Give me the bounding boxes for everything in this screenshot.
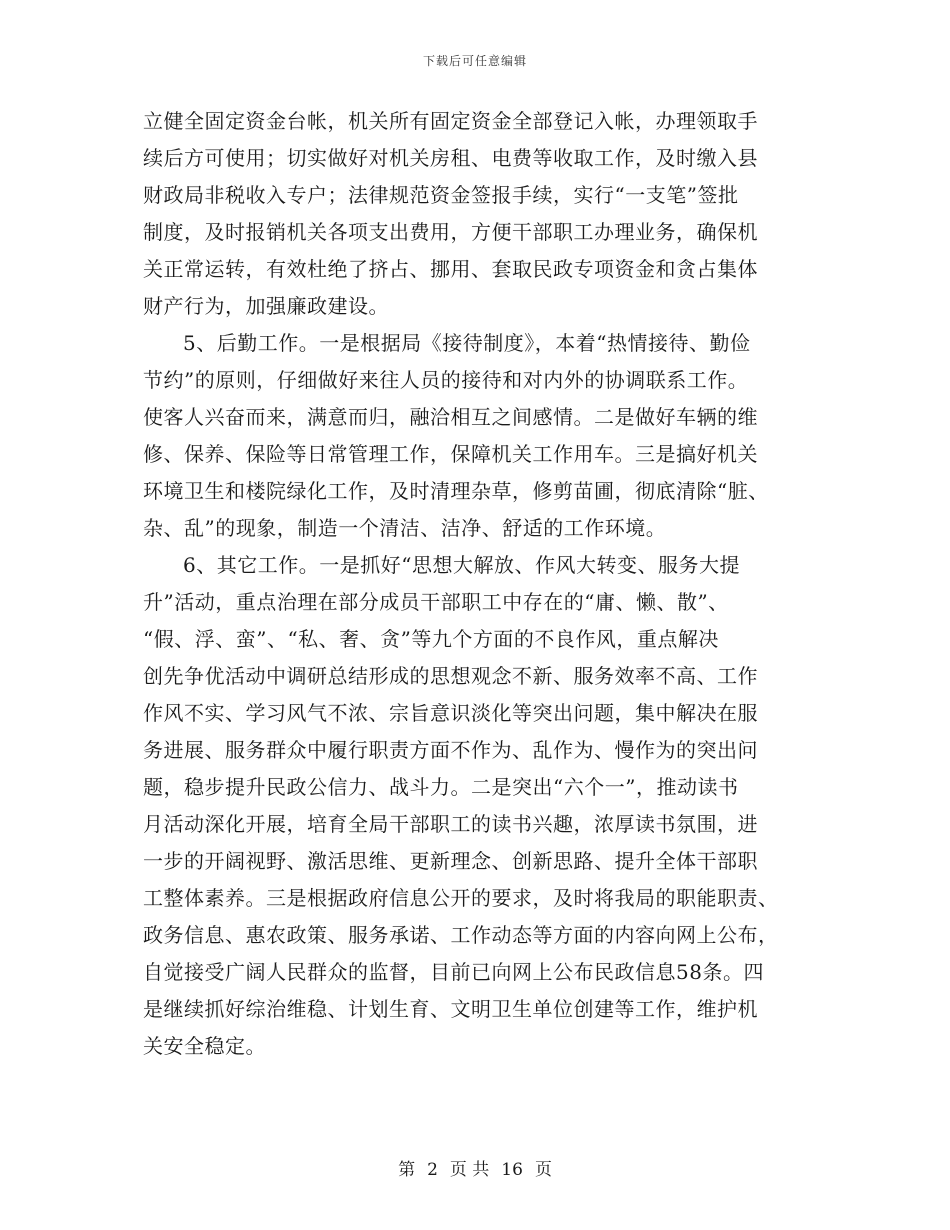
text-line: 使客人兴奋而来，满意而归，融洽相互之间感情。二是做好车辆的维 [143,405,758,429]
document-body [143,103,801,1065]
text-line: “假、浮、蛮”、“私、奢、贪”等九个方面的不良作风，重点解决 [143,627,719,651]
page-footer [0,1155,950,1180]
text-line: 财产行为，加强廉政建设。 [143,294,389,318]
text-line: 5、后勤工作。一是根据局《接待制度》，本着“热情接待、勤俭 [183,331,751,355]
text-line: 一步的开阔视野、激活思维、更新理念、创新思路、提升全体干部职 [143,849,758,873]
text-line: 务进展、服务群众中履行职责方面不作为、乱作为、慢作为的突出问 [143,738,758,762]
text-line: 制度，及时报销机关各项支出费用，方便干部职工办理业务，确保机 [143,220,758,244]
page-header: 下载后可任意编辑 [422,54,527,68]
text-line: 关安全稳定。 [143,1034,266,1058]
text-line: 自觉接受广阔人民群众的监督，目前已向网上公布民政信息58条。四 [143,960,764,984]
text-line: 作风不实、学习风气不浓、宗旨意识淡化等突出问题，集中解决在服 [143,701,758,725]
text-line: 工整体素养。三是根据政府信息公开的要求，及时将我局的职能职责、 [143,886,779,910]
footer-total-pages: 16 [501,1160,523,1180]
text-line: 环境卫生和楼院绿化工作，及时清理杂草，修剪苗圃，彻底清除“脏、 [143,479,769,503]
footer-suffix: 页 [534,1160,552,1180]
text-line: 续后方可使用；切实做好对机关房租、电费等收取工作，及时缴入县 [143,146,758,170]
text-line: 升”活动，重点治理在部分成员干部职工中存在的“庸、懒、散”、 [143,590,729,614]
text-line: 是继续抓好综治维稳、计划生育、文明卫生单位创建等工作，维护机 [143,997,758,1021]
text-line: 题，稳步提升民政公信力、战斗力。二是突出“六个一”，推动读书 [143,775,739,799]
text-line: 财政局非税收入专户；法律规范资金签报手续，实行“一支笔”签批 [143,183,739,207]
text-line: 政务信息、惠农政策、服务承诺、工作动态等方面的内容向网上公布， [143,923,779,947]
footer-middle: 页 共 [449,1160,490,1180]
text-line: 关正常运转，有效杜绝了挤占、挪用、套取民政专项资金和贪占集体 [143,257,758,281]
text-line: 月活动深化开展，培育全局干部职工的读书兴趣，浓厚读书氛围，进 [143,812,758,836]
text-line: 创先争优活动中调研总结形成的思想观念不新、服务效率不高、工作 [143,664,758,688]
footer-prefix: 第 [398,1160,416,1180]
text-line: 立健全固定资金台帐，机关所有固定资金全部登记入帐，办理领取手 [143,109,758,133]
text-line: 6、其它工作。一是抓好“思想大解放、作风大转变、服务大提 [183,553,740,577]
text-line: 修、保养、保险等日常管理工作，保障机关工作用车。三是搞好机关 [143,442,758,466]
text-line: 杂、乱”的现象，制造一个清洁、洁净、舒适的工作环境。 [143,516,667,540]
text-line: 节约”的原则，仔细做好来往人员的接待和对内外的协调联系工作。 [143,368,749,392]
footer-page-number: 2 [427,1160,438,1180]
